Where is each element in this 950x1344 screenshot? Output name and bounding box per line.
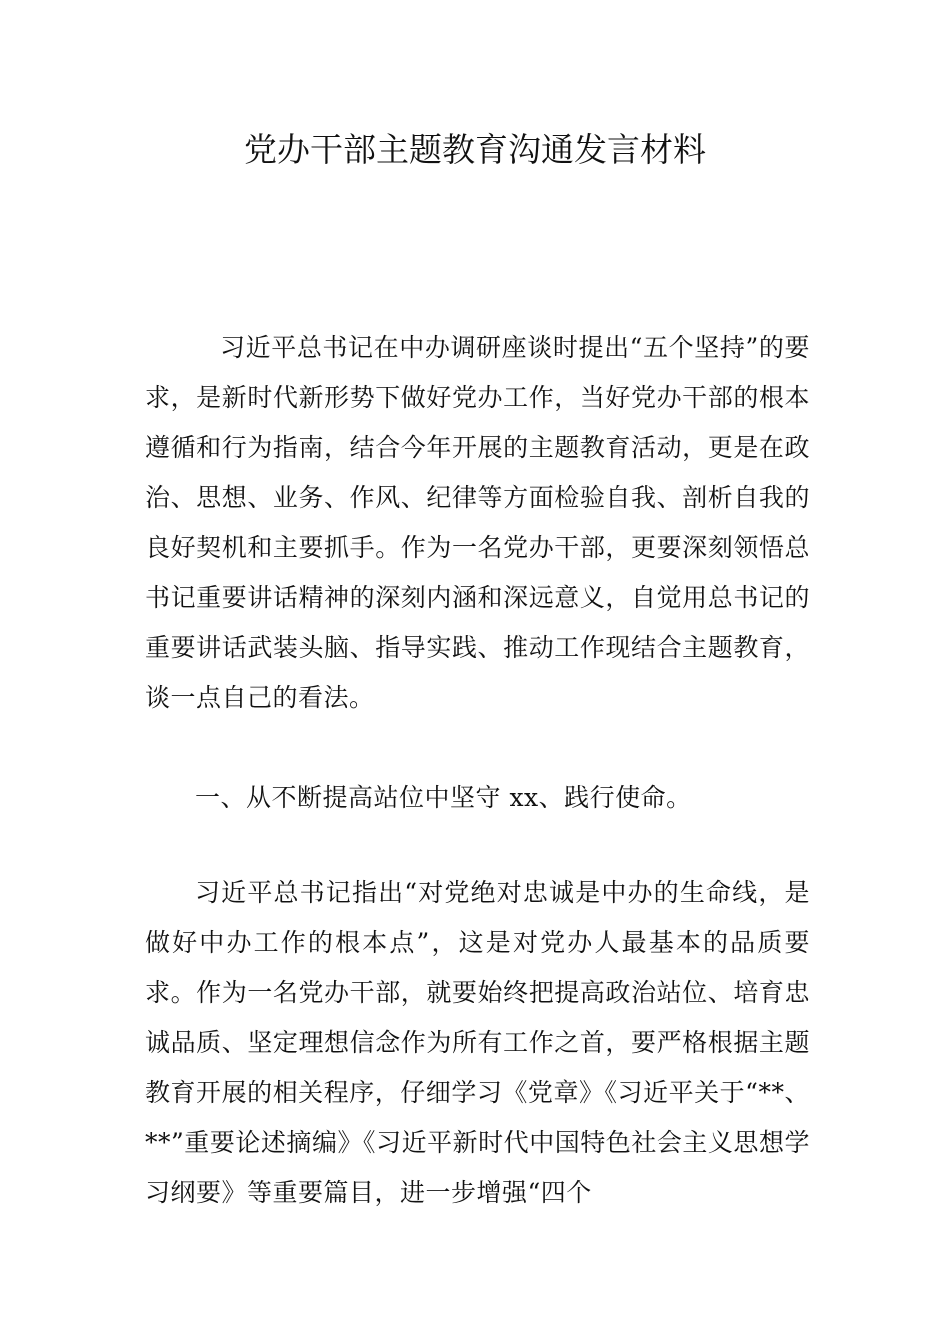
document-title: 党办干部主题教育沟通发言材料 — [244, 130, 706, 169]
intro-paragraph: 习近平总书记在中办调研座谈时提出“五个坚持”的要求，是新时代新形势下做好党办工作，当好党办干部的根本遵循和行为指南，结合今年开展的主题教育活动，更是在政治、思想、业务、作风、纪律等方面检验自我、剖析自我的良好契机和主要抓手。作为一名党办干部，更要深刻领悟总书记重要讲话精神的深刻内涵和深远意义，自觉用总书记的重要讲话武装头脑、指导实践、推动工作现结合主题教育，谈一点自己的看法。 — [145, 333, 810, 712]
section-heading-1: 一、从不断提高站位中坚守 xx、践行使命。 — [195, 783, 692, 812]
section-1-paragraph: 习近平总书记指出“对党绝对忠诚是中办的生命线，是做好中办工作的根本点”，这是对党办人最基本的品质要求。作为一名党办干部，就要始终把提高政治站位、培育忠诚品质、坚定理想信念作为所有工作之首，要严格根据主题教育开展的相关程序，仔细学习《党章》《习近平关于“**、**”重要论述摘编》《习近平新时代中国特色社会主义思想学习纲要》等重要篇目，进一步增强“四个 — [145, 878, 810, 1207]
